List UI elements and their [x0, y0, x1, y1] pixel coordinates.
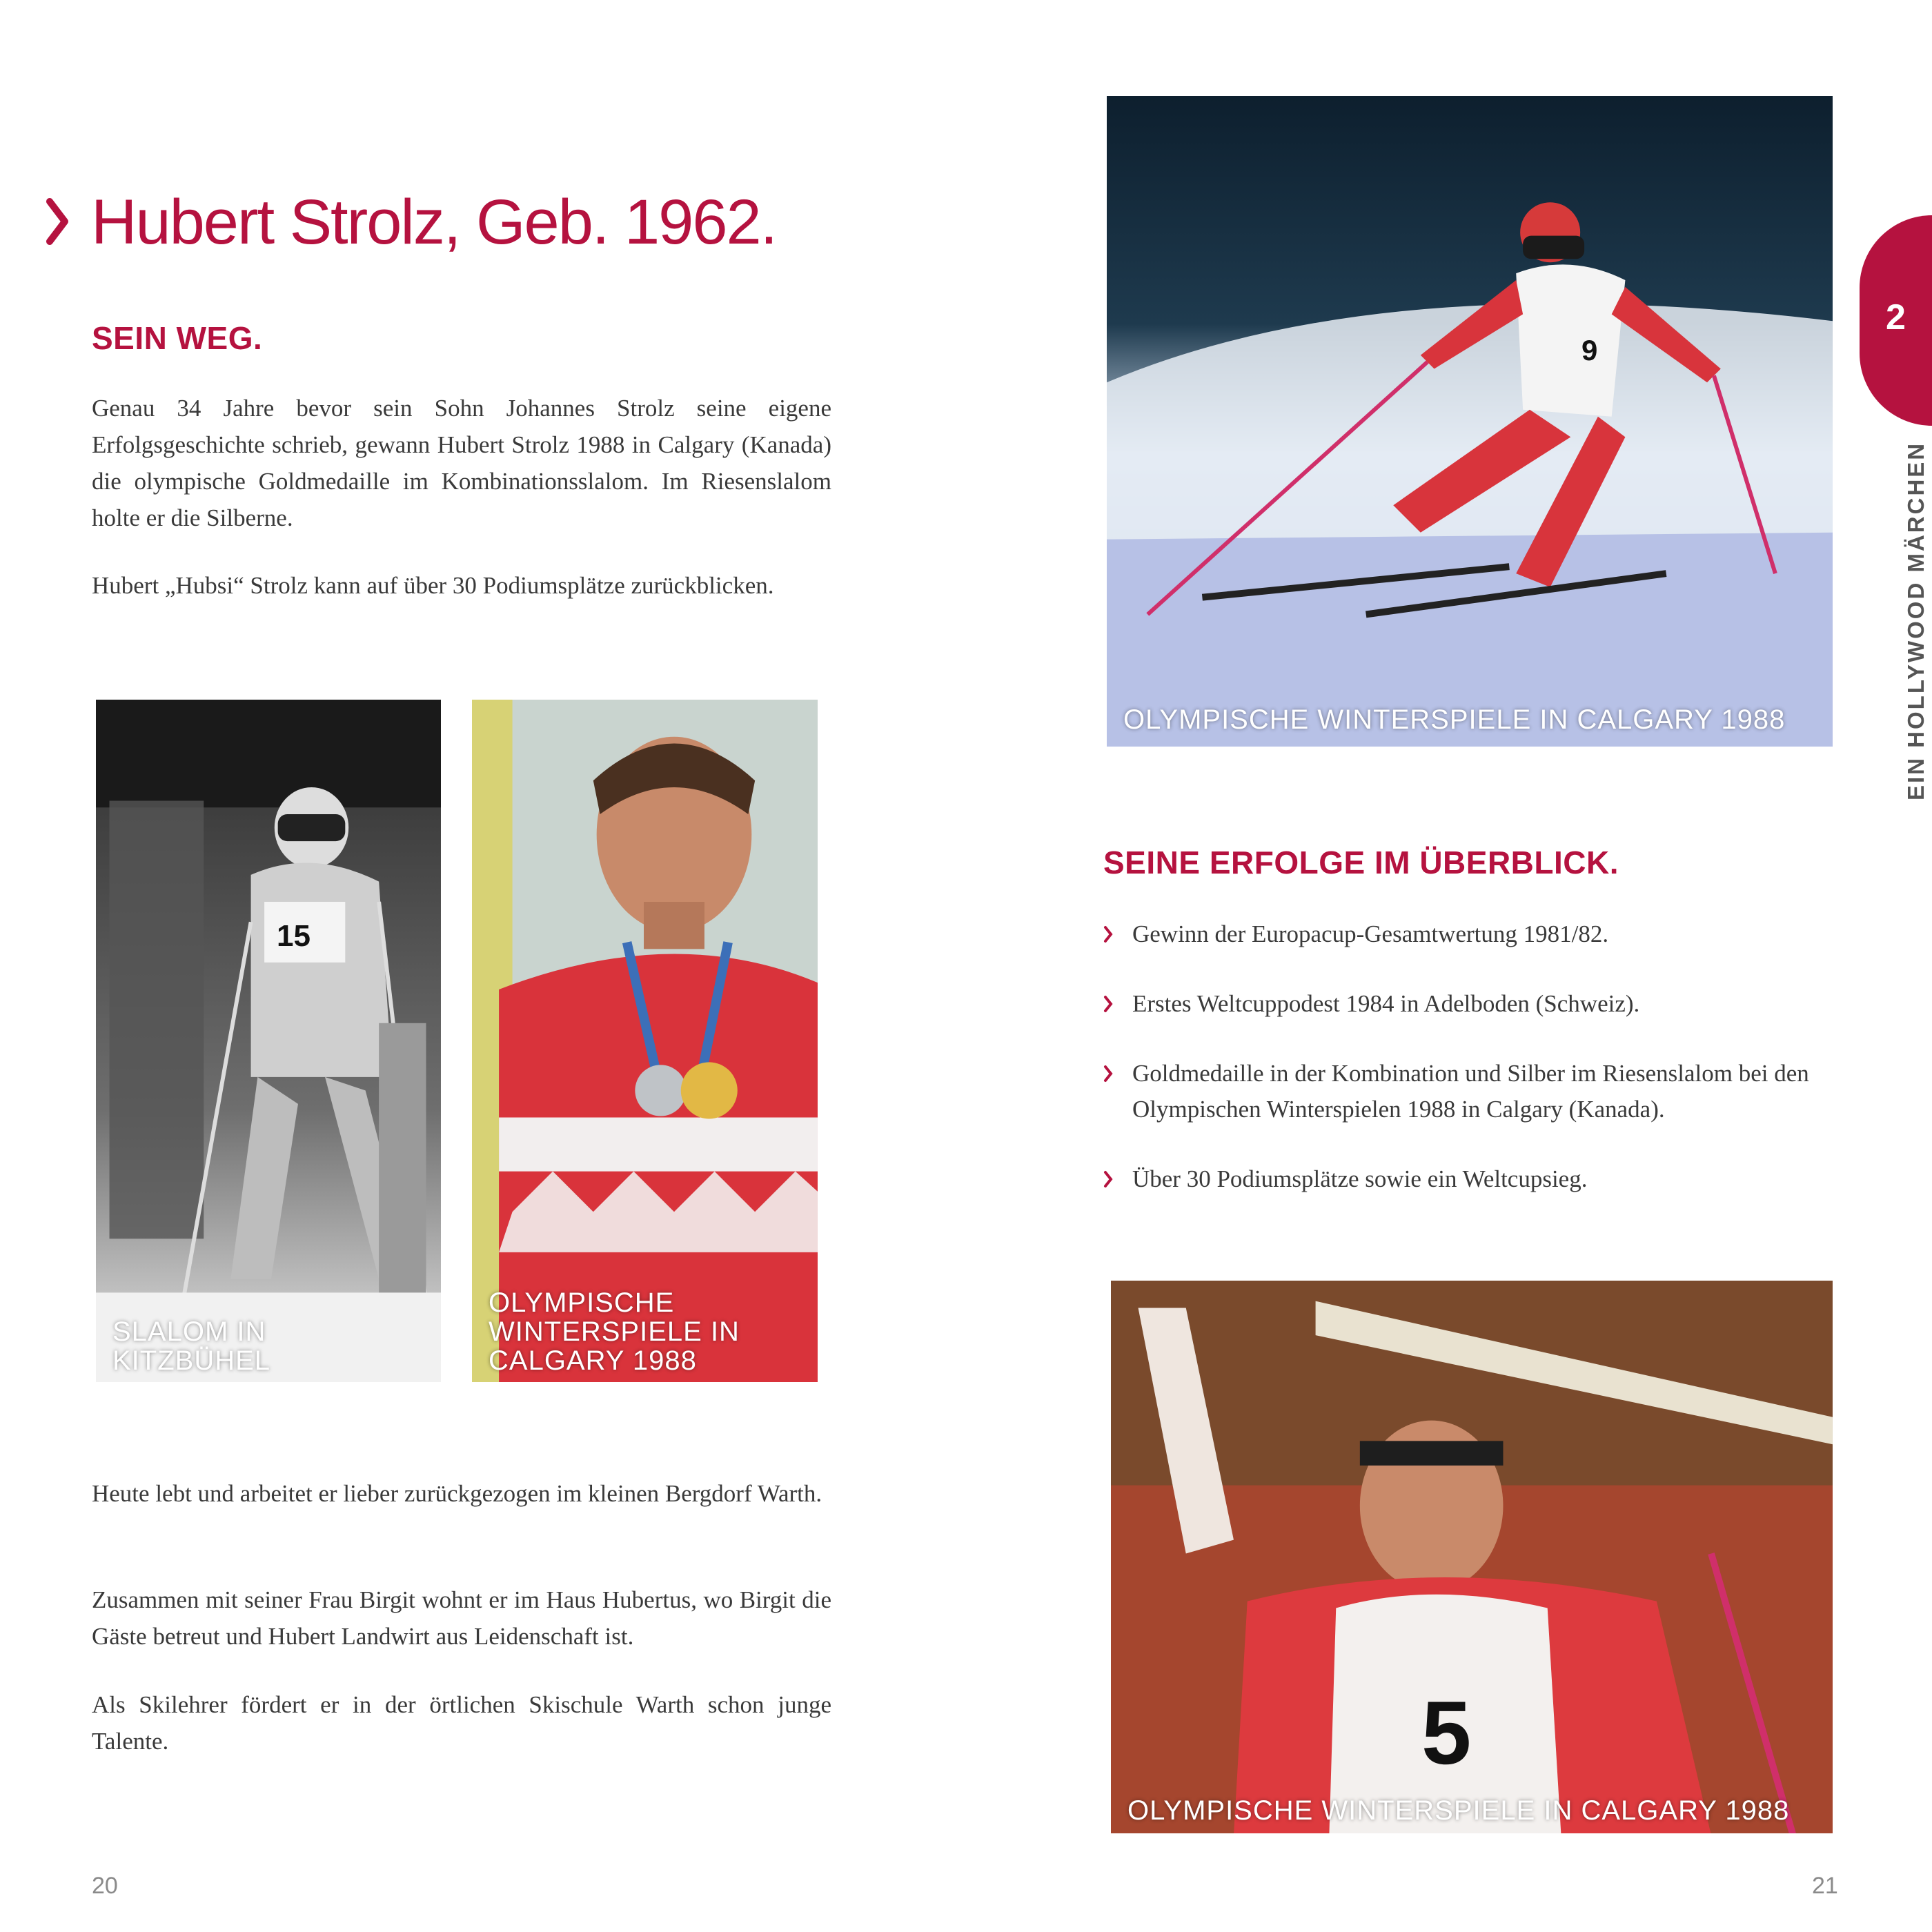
bottom-right-bib-number: 5	[1421, 1682, 1472, 1783]
achievement-item	[1103, 916, 1835, 952]
later-life-paragraph-3: Als Skilehrer fördert er in der örtlichen Skischule Warth schon junge Talente.	[92, 1691, 831, 1755]
achievements-list	[1103, 916, 1835, 1231]
portrait-caption: OLYMPISCHE WINTERSPIELE IN CALGARY 1988	[489, 1288, 740, 1376]
chevron-right-icon	[1103, 995, 1113, 1013]
achievement-text: Erstes Weltcuppodest 1984 in Adelboden (Schweiz).	[1132, 990, 1640, 1017]
photo-giant-slalom-calgary	[1103, 92, 1837, 751]
chapter-label: EIN HOLLYWOOD MÄRCHEN	[1903, 441, 1929, 800]
slalom-photo-image	[96, 700, 441, 1382]
erfolge-heading: SEINE ERFOLGE IM ÜBERBLICK.	[1103, 845, 1619, 880]
later-life-paragraph-2: Zusammen mit seiner Frau Birgit wohnt er im Haus Hubertus, wo Birgit die Gäste betreut und Hubert Landwirt aus Leidenschaft ist.	[92, 1586, 831, 1650]
celebration-photo-image	[1111, 1281, 1833, 1835]
chapter-number: 2	[1886, 297, 1906, 337]
giant-slalom-photo-image	[1107, 96, 1833, 747]
chapter-tab	[1860, 215, 1932, 426]
portrait-photo-image	[472, 700, 818, 1382]
photo-slalom-kitzbuehel	[92, 696, 445, 1394]
achievement-text: Über 30 Podiumsplätze sowie ein Weltcupsieg.	[1132, 1165, 1588, 1192]
sein-weg-paragraph-2: Hubert „Hubsi“ Strolz kann auf über 30 Podiumsplätze zurückblicken.	[92, 572, 774, 599]
title-chevron-icon	[46, 197, 70, 246]
celebration-caption: OLYMPISCHE WINTERSPIELE IN CALGARY 1988	[1127, 1795, 1790, 1826]
achievement-text: Goldmedaille in der Kombination und Silber im Riesenslalom bei den Olympischen Winterspielen 1988 in Calgary (Kanada).	[1132, 1060, 1809, 1123]
page-number-right: 21	[1812, 1873, 1838, 1899]
photo-portrait-medals	[468, 696, 822, 1394]
photo-celebration-calgary	[1107, 1276, 1837, 1837]
achievement-item	[1103, 1161, 1835, 1197]
chevron-right-icon	[1103, 925, 1113, 943]
achievement-text: Gewinn der Europacup-Gesamtwertung 1981/82.	[1132, 920, 1609, 947]
sein-weg-paragraph-1: Genau 34 Jahre bevor sein Sohn Johannes Strolz seine eigene Erfolgsgeschichte schrieb, gewann Hubert Strolz 1988 in Calgary (Kanada) die olympische Goldmedaille im Kombinationsslalom. Im Riesenslalom holte er die Silberne.	[92, 395, 831, 531]
chevron-right-icon	[1103, 1170, 1113, 1188]
achievement-item	[1103, 1056, 1835, 1127]
top-right-bib-number: 9	[1581, 334, 1598, 366]
sein-weg-heading: SEIN WEG.	[92, 320, 263, 356]
page-title: Hubert Strolz, Geb. 1962.	[91, 187, 777, 257]
chevron-right-icon	[1103, 1065, 1113, 1083]
giant-slalom-caption: OLYMPISCHE WINTERSPIELE IN CALGARY 1988	[1123, 704, 1786, 735]
page-number-left: 20	[92, 1873, 118, 1899]
slalom-caption: SLALOM IN KITZBÜHEL	[112, 1317, 271, 1376]
achievement-item	[1103, 986, 1835, 1022]
slalom-bib-number: 15	[277, 919, 310, 953]
later-life-paragraph-1: Heute lebt und arbeitet er lieber zurückgezogen im kleinen Bergdorf Warth.	[92, 1480, 822, 1507]
